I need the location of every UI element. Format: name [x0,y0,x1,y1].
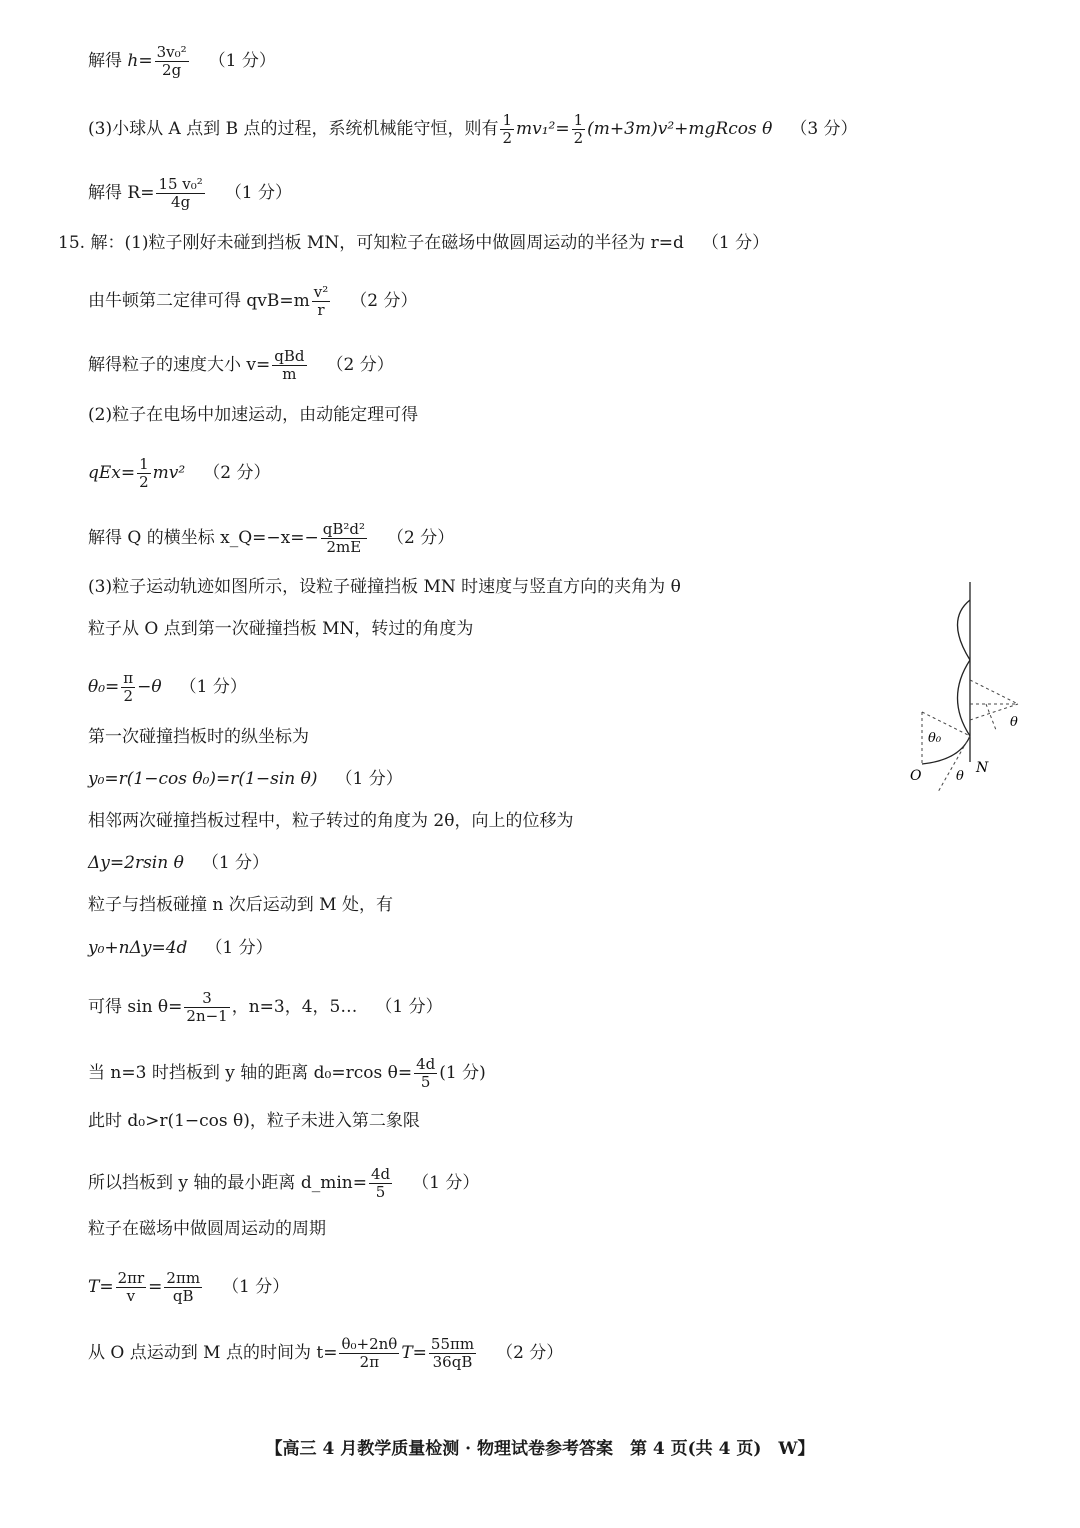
answer-line: y₀=r(1−cos θ₀)=r(1−sin θ) （1 分） [88,769,403,789]
answer-line: 相邻两次碰撞挡板过程中，粒子转过的角度为 2θ，向上的位移为 [88,811,574,831]
answer-line: 解得 R= $\frac{\text{15 v₀²}}{4g}$ （1 分） [88,175,293,211]
answer-line: 可得 sin θ= $\frac{3}{2n-1}$ ，n=3，4，5… （1 分） [88,989,443,1025]
figure-label: θ [956,769,964,784]
trajectory-figure [900,580,1040,800]
answer-line: 此时 d₀>r(1−cos θ)，粒子未进入第二象限 [88,1111,420,1131]
answer-line: θ₀= $\frac{\pi}{2}$ −θ （1 分） [88,669,247,705]
answer-line: 由牛顿第二定律可得 qvB=m $\frac{\text{v²}}{r}$ （2 分） [88,283,418,319]
answer-line: 所以挡板到 y 轴的最小距离 d_min= $\frac{4d}{5}$ （1 分） [88,1165,480,1201]
answer-line: 解得 h= $\frac{\text{3v₀²}}{2g}$ （1 分） [88,43,276,79]
answer-line: 粒子在磁场中做圆周运动的周期 [88,1219,326,1239]
answer-line: 解得粒子的速度大小 v= $\frac{\text{qBd}}{m}$ （2 分） [88,347,394,383]
answer-line: Δy=2rsin θ （1 分） [88,853,270,873]
answer-line: 从 O 点运动到 M 点的时间为 t= $\frac{\text{θ₀+2nθ}}{2\pi}$ T= $\frac{55\pi m}{36qB}$ （2 分） [88,1335,564,1371]
answer-line: (3)小球从 A 点到 B 点的过程，系统机械能守恒，则有 $\frac{1}{2}$ mv₁²= $\frac{1}{2}$ (m+3m)v²+mgRcos θ （3 分） [88,111,858,147]
answer-line: 第一次碰撞挡板时的纵坐标为 [88,727,309,747]
answer-line: y₀+nΔy=4d （1 分） [88,938,273,958]
answer-line: (3)粒子运动轨迹如图所示，设粒子碰撞挡板 MN 时速度与竖直方向的夹角为 θ [88,577,681,597]
figure-label: θ [1010,715,1018,730]
answer-line: qEx= $\frac{1}{2}$ mv² （2 分） [88,455,271,491]
figure-label: θ₀ [928,731,942,746]
answer-line: 粒子从 O 点到第一次碰撞挡板 MN，转过的角度为 [88,619,474,639]
question-15-heading: 15. 解：(1)粒子刚好未碰到挡板 MN，可知粒子在磁场中做圆周运动的半径为 r=d （1 分） [58,233,770,253]
figure-label: N [976,760,989,776]
answer-line: 当 n=3 时挡板到 y 轴的距离 d₀=rcos θ= $\frac{4d}{5}$ (1 分) [88,1055,486,1091]
page-footer: 【高三 4 月教学质量检测 · 物理试卷参考答案 第 4 页(共 4 页) W】 [265,1439,815,1459]
answer-line: 解得 Q 的横坐标 x_Q=−x=− $\frac{\text{qB²d²}}{2mE}$ （2 分） [88,520,455,556]
answer-line: T= $\frac{2\pi r}{v}$ = $\frac{2\pi m}{qB}$ （1 分） [88,1269,290,1305]
figure-label: O [910,768,922,784]
answer-line: 粒子与挡板碰撞 n 次后运动到 M 处，有 [88,895,393,915]
answer-line: (2)粒子在电场中加速运动，由动能定理可得 [88,405,419,425]
